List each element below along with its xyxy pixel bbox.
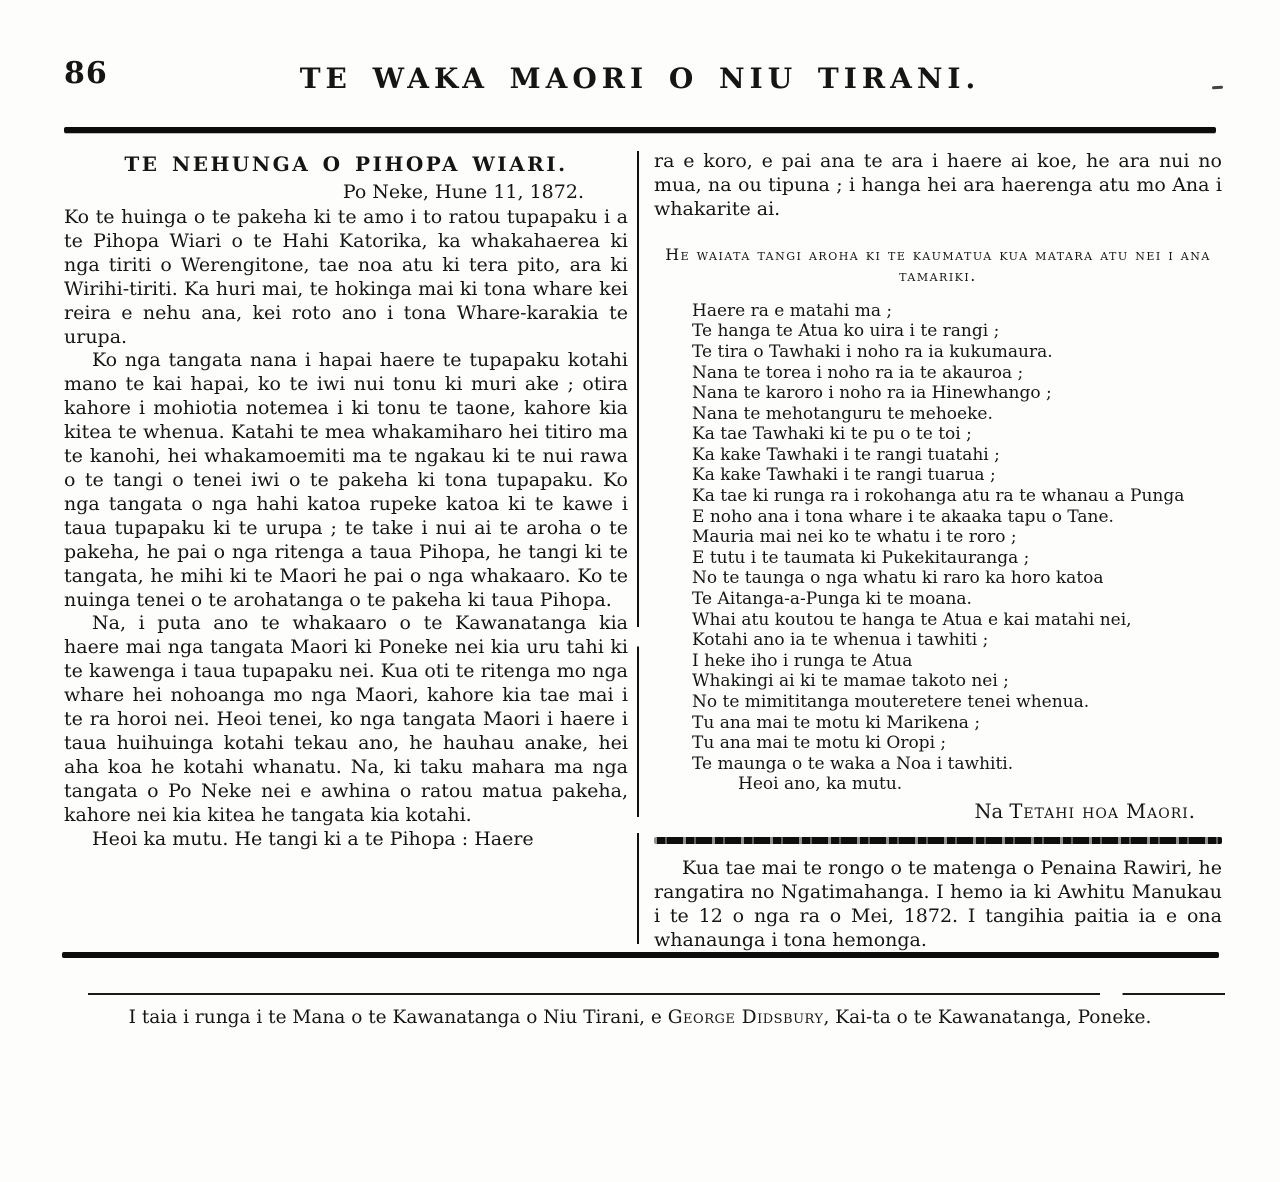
waiata-line: I heke iho i runga te Atua (692, 650, 913, 671)
waiata-line: Tu ana mai te motu ki Marikena ; (692, 712, 981, 733)
section-divider-rule (654, 837, 1222, 844)
right-column (654, 150, 1222, 953)
waiata-line: E noho ana i tona whare i te akaaka tapu o Tane. (692, 506, 1114, 527)
waiata-line: Ka kake Tawhaki i te rangi tuatahi ; (692, 444, 1000, 465)
waiata-line: Te hanga te Atua ko uira i te rangi ; (692, 321, 1000, 342)
waiata-line: Ka tae Tawhaki ki te pu o te toi ; (692, 424, 972, 445)
article-dateline: Po Neke, Hune 11, 1872. (342, 181, 584, 203)
waiata-line: E tutu i te taumata ki Pukekitauranga ; (692, 547, 1030, 568)
waiata-line: No te taunga o nga whatu ki raro ka horo katoa (692, 568, 1104, 589)
waiata-line: Whakingi ai ki te mamae takoto nei ; (692, 671, 1009, 692)
waiata-closing-line: Heoi ano, ka mutu. (738, 774, 903, 795)
waiata-line: Te tira o Tawhaki i noho ra ia kukumaura. (692, 341, 1053, 362)
waiata-poem (654, 301, 1222, 795)
article-paragraph: Ko te huinga o te pakeha ki te amo i to ratou tupapaku i a te Pihopa Wiari o te Hahi Katorika, ka whakahaerea ki nga tiriti o Werengitone, tae noa atu ki tera pito, ara ki Wirihi-tiriti. Ka huri mai, te hokinga mai ki tona whare kei reira e nehu ana, kei roto ano i tona Whare-karakia te urupa. (64, 206, 628, 348)
waiata-signature (654, 800, 1222, 823)
footer-rule-thick (62, 952, 1219, 958)
waiata-line: No te mimititanga mouteretere tenei whenua. (692, 692, 1090, 712)
waiata-line: Te Aitanga-a-Punga ki te moana. (692, 589, 972, 610)
waiata-line: Nana te karoro i noho ra ia Hinewhango ; (692, 383, 1052, 404)
article-heading: TE NEHUNGA O PIHOPA WIARI. (124, 152, 568, 176)
imprint-text-post: , Kai-ta o te Kawanatanga, Poneke. (823, 1007, 1152, 1028)
article-paragraph: Na, i puta ano te whakaaro o te Kawanatanga kia haere mai nga tangata Maori ki Poneke nei kia uru tahi ki te kawenga i taua tupapaku nei. Kua oti te ritenga mo nga whare hei nohoanga mo nga Maori, kahore kia tae mai i te ra horoi nei. Heoi tenei, ko nga tangata Maori i haere i taua huihuinga kotahi tekau ano, he hauhau anake, hei aha koa he kotahi whanatu. Na, ki taku mahara ma nga tangata o Po Neke nei e awhina o ratou matua pakeha, kahore nei kia kitea he tangata kia kotahi. (64, 612, 628, 826)
article-paragraph: Ko nga tangata nana i hapai haere te tupapaku kotahi mano te kai hapai, ko te iwi nui tonu ki muri ake ; otira kahore i mohiotia notemea i ki tonu te taone, kahore kia kitea te whenua. Katahi te mea whakamiharo hei titiro ma te kanohi, hei whakamoemiti ma te ngakau ki te nui rawa o te tangi o tenei iwi o te pakeha ki tona tupapaku. Ko nga tangata o nga hahi katoa rupeke katoa ki te kawe i taua tupapaku ki te urupa ; te take i nui ai te aroha o te pakeha, he pai o nga ritenga a taua Pihopa, he tangi ki te tangata, he mihi ki te Maori he pai o nga whakaaro. Ko te nuinga tenei o te arohatanga o te pakeha ki taua Pihopa. (64, 349, 628, 611)
waiata-line: Whai atu koutou te hanga te Atua e kai matahi nei, (692, 609, 1132, 630)
column-divider-rule (637, 151, 639, 944)
article-continuation: ra e koro, e pai ana te ara i haere ai koe, he ara nui no mua, na ou tipuna ; i hanga hei ara haerenga atu mo Ana i whakarite ai. (654, 150, 1222, 220)
signature-name: Tetahi hoa Maori. (1009, 799, 1196, 823)
waiata-heading: He waiata tangi aroha ki te kaumatua kua matara atu nei i ana tamariki. (665, 244, 1211, 285)
waiata-line: Tu ana mai te motu ki Oropi ; (692, 733, 947, 754)
waiata-line: Haere ra e matahi ma ; (692, 300, 893, 321)
waiata-line: Nana te mehotanguru te mehoeke. (692, 403, 993, 424)
waiata-line: Ka kake Tawhaki i te rangi tuarua ; (692, 465, 996, 486)
signature-prefix: Na (974, 799, 1010, 823)
waiata-line: Nana te torea i noho ra ia te akauroa ; (692, 362, 1024, 383)
footer-rule-thin (88, 993, 1225, 995)
waiata-line: Kotahi ano ia te whenua i tawhiti ; (692, 630, 989, 651)
printer-name: George Didsbury (667, 1007, 824, 1028)
imprint-text-pre: I taia i runga i te Mana o te Kawanatanga o Niu Tirani, e (128, 1007, 668, 1028)
waiata-line: Te maunga o te waka a Noa i tawhiti. (692, 753, 1014, 774)
left-column (64, 150, 628, 851)
waiata-line: Ka tae ki runga ra i rokohanga atu ra te whanau a Punga (692, 486, 1185, 507)
header-rule (64, 127, 1216, 133)
waiata-line: Mauria mai nei ko te whatu i te roro ; (692, 527, 1017, 548)
article-paragraph: Heoi ka mutu. He tangi ki a te Pihopa : Haere (92, 827, 534, 850)
obituary-paragraph: Kua tae mai te rongo o te matenga o Penaina Rawiri, he rangatira no Ngatimahanga. I hemo ia ki Awhitu Manukau i te 12 o nga ra o Mei, 1872. I tangihia paitia ia e ona whanaunga i tona hemonga. (654, 856, 1222, 951)
page-number: 86 (64, 56, 108, 91)
masthead-title: TE WAKA MAORI O NIU TIRANI. (299, 62, 981, 95)
imprint-line (0, 1006, 1280, 1030)
